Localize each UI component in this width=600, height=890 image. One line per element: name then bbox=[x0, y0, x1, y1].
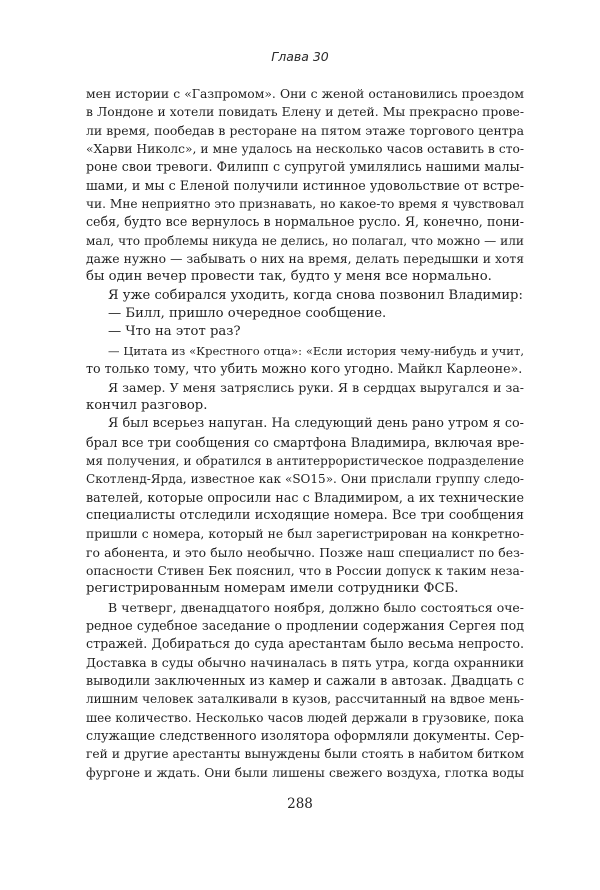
text-line: даже нужно — забывать о них на время, делать передышки и хотя bbox=[86, 252, 524, 267]
text-line: то только тому, что убить можно кого угодно. Майкл Карлеоне». bbox=[86, 361, 523, 377]
text-line: регистрированным номерам имели сотрудники ФСБ. bbox=[86, 581, 459, 597]
text-line: редное судебное заседание о продлении содержания Сергея под bbox=[86, 617, 524, 633]
text-line: чи. Мне неприятно это признавать, но какое-то время я чувствовал bbox=[86, 197, 524, 212]
text-line: Доставка в суды обычно начиналась в пять утра, когда охранники bbox=[86, 655, 524, 670]
text-line: — Что на этот раз? bbox=[108, 324, 241, 340]
text-line: мал, что проблемы никуда не делись, но полагал, что можно — или bbox=[86, 233, 524, 248]
text-line: Я был всерьез напуган. На следующий день рано утром я со- bbox=[108, 416, 524, 432]
text-line: Скотленд-Ярда, известное как «SO15». Они прислали группу следо- bbox=[86, 472, 524, 487]
text-line: пришли с номера, который не был зарегистрирован на конкретно- bbox=[86, 527, 524, 542]
text-line: Я уже собирался уходить, когда снова позвонил Владимир: bbox=[108, 287, 523, 303]
text-line: бы один вечер провести так, будто у меня все нормально. bbox=[86, 269, 492, 285]
text-line: служащие следственного изолятора оформляли документы. Сер- bbox=[86, 728, 524, 744]
text-line: ли время, пообедав в ресторане на пятом этаже торгового центра bbox=[86, 122, 524, 138]
text-line: себя, будто все вернулось в нормальное русло. Я, конечно, пони- bbox=[86, 214, 524, 230]
text-line: мя получения, и обратился в антитеррористическое подразделение bbox=[86, 453, 524, 468]
text-line: мен истории с «Газпромом». Они с женой остановились проездом bbox=[86, 87, 524, 101]
text-line: лишним человек заталкивали в кузов, рассчитанный на вдвое мень- bbox=[86, 692, 524, 707]
text-line: роне свои тревоги. Филипп с супругой умилялись нашими малы- bbox=[86, 159, 524, 175]
text-line: стражей. Добираться до суда арестантам было весьма непросто. bbox=[86, 636, 524, 652]
text-line: специалисты отследили исходящие номера. Все три сообщения bbox=[86, 507, 524, 523]
text-line: гей и другие арестанты вынуждены были стоять в набитом битком bbox=[86, 747, 524, 762]
body-text bbox=[86, 85, 524, 782]
text-line: кончил разговор. bbox=[86, 397, 208, 413]
text-line: выводили заключенных из камер и сажали в автозак. Двадцать с bbox=[86, 673, 524, 688]
text-line: опасности Стивен Бек пояснил, что в России допуск к таким неза- bbox=[86, 563, 524, 578]
text-line: Я замер. У меня затряслись руки. Я в сердцах выругался и за- bbox=[108, 379, 524, 395]
text-line: шее количество. Несколько часов людей держали в грузовике, пока bbox=[86, 710, 524, 725]
running-head: Глава 30 bbox=[271, 49, 329, 64]
text-line: го абонента, и это было необычно. Позже наш специалист по без- bbox=[86, 544, 524, 560]
text-line: в Лондоне и хотели повидать Елену и детей. Мы прекрасно прове- bbox=[86, 105, 524, 120]
text-line: вателей, которые опросили нас с Владимиром, а их технические bbox=[86, 489, 524, 505]
text-line: В четверг, двенадцатого ноября, должно было состояться оче- bbox=[108, 599, 524, 615]
text-line: «Харви Николс», и мне удалось на несколько часов оставить в сто- bbox=[86, 142, 524, 157]
text-line: брал все три сообщения со смартфона Владимира, включая вре- bbox=[86, 434, 524, 450]
page-number: 288 bbox=[287, 796, 313, 812]
text-line: — Цитата из «Крестного отца»: «Если история чему-нибудь и учит, bbox=[108, 343, 524, 358]
text-line: шами, и мы с Еленой получили истинное удовольствие от встре- bbox=[86, 177, 524, 193]
text-line: — Билл, пришло очередное сообщение. bbox=[108, 306, 387, 322]
text-line: фургоне и ждать. Они были лишены свежего воздуха, глотка воды bbox=[86, 765, 524, 780]
